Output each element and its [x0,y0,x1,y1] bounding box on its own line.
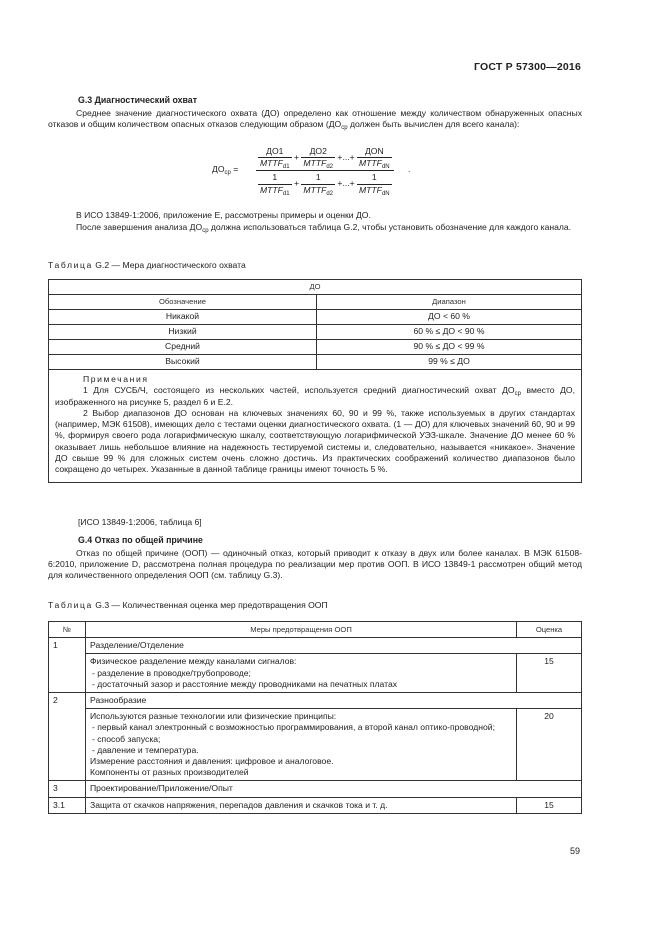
table-g3-col-score: Оценка [517,622,582,638]
table-g3-col-no: № [49,622,86,638]
table-row: 1 Разделение/Отделение [49,638,582,654]
section-g4-title: G.4 Отказ по общей причине [78,535,203,545]
page-number: 59 [570,846,581,856]
source-reference: [ИСО 13849-1:2006, таблица 6] [78,517,202,527]
table-row: Никакой ДО < 60 % [49,310,582,325]
table-row: Низкий 60 % ≤ ДО < 90 % [49,325,582,340]
table-g3-caption: Таблица G.3 — Количественная оценка мер предотвращения ООП [48,600,328,610]
table-g2-col-designation: Обозначение [49,295,317,310]
table-g3-col-measures: Меры предотвращения ООП [86,622,517,638]
do-average-formula: $ДО_{ср}$ = $\frac{ДО1}{MTTF_{d1}}$ + $\frac{ДО2}{MTTF_{d2}}$ +...+ $\frac{\text{ДОN}}{MTTF_{dN}}$ $\frac{1}{MTTF_{d1}}$ + $\frac{1}{MTTF_{d2}}$ +...+ $\frac{1}{MTTF_{dN}}$ . [212,146,411,197]
table-g3 [48,621,582,814]
table-g2 [48,279,582,483]
section-g4-para: Отказ по общей причине (ООП) — одиночный отказ, который приводит к отказу в двух или более каналах. В МЭК 61508-6:2010, приложение D, рассмотрена полная процедура по реализации мер против ООП. В ИСО 13849-1 рассмотрен общий метод для количественного определения ООП (см. таблицу G.3). [48,548,582,581]
table-g2-group-header: ДО [49,280,582,295]
table-row: 2 Разнообразие [49,693,582,709]
table-g2-notes: Примечания 1 Для СУСБ/Ч, состоящего из нескольких частей, используется средний диагностический охват $ДО_{ср}$ вместо ДО, изображенного на рисунке 5, раздел 6 и Е.2. 2 Выбор диапазонов ДО основан на ключевых значениях 60, 90 и 99 %, также используемых в других стандартах (например, МЭК 61508), имеющих дело с тестами оценки диагностического охвата. (1 — ДО) для ключевых значений 60, 90 и 99 %, формируя своего рода логарифмическую шкалу, соответствующую логарифмической УЭЗ-шкале. Значение ДО менее 60 % оказывает лишь небольшое влияние на надежность тестируемой системы и, следовательно, называется «никакое». Значение ДО свыше 99 % для сложных систем очень сложно достичь. Из практических соображений количество диапазонов было сокращено до четырех. Указанные в данной таблице границы имеют точность 5 %. [49,370,582,483]
section-g3-para2: В ИСО 13849-1:2006, приложение Е, рассмотрены примеры и оценки ДО. [76,210,371,220]
table-row: Физическое разделение между каналами сигналов: - разделение в проводке/трубопроводе; - достаточный зазор и расстояние между проводниками на печатных платах 15 [49,654,582,693]
document-code: ГОСТ Р 57300—2016 [474,61,582,73]
table-row: 3.1 Защита от скачков напряжения, перепадов давления и скачков тока и т. д. 15 [49,797,582,813]
table-g2-col-range: Диапазон [317,295,582,310]
table-row: Используются разные технологии или физические принципы: - первый канал электронный с возможностью программирования, а второй канал оптико-проводной; - способ запуска; - давление и температура. Измерение расстояния и давления: цифровое и аналоговое. Компоненты от разных производителей 20 [49,709,582,781]
table-row: Высокий 99 % ≤ ДО [49,355,582,370]
section-g3-para3: После завершения анализа $ДО_{ср}$ должна использоваться таблица G.2, чтобы установить обозначение для каждого канала. [76,222,572,234]
section-g3-intro: Среднее значение диагностического охвата (ДО) определено как отношение между количеством обнаруженных опасных отказов и общим количеством опасных отказов следующим образом ($ДО_{ср}$ должен быть вычислен для всего канала): [48,108,582,132]
table-row: 3 Проектирование/Приложение/Опыт [49,781,582,797]
section-g3-title: G.3 Диагностический охват [78,95,198,105]
table-g2-caption: Таблица G.2 — Мера диагностического охвата [48,260,246,270]
table-row: Средний 90 % ≤ ДО < 99 % [49,340,582,355]
